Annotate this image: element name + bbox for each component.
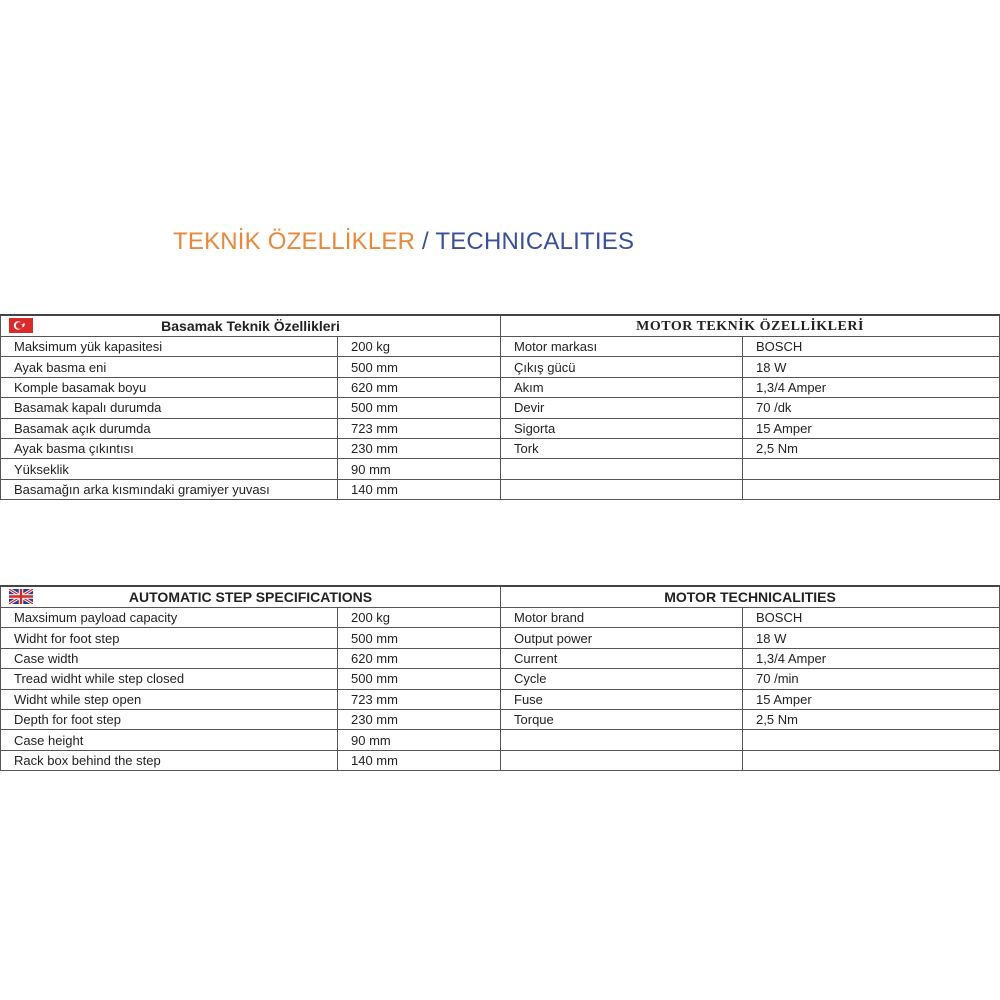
- english-motor-label-cell: Fuse: [501, 689, 743, 709]
- turkish-step-value-cell: 230 mm: [338, 438, 501, 458]
- turkish-step-label-cell: Komple basamak boyu: [1, 377, 338, 397]
- english-step-label-cell: Widht for foot step: [1, 628, 338, 648]
- turkish-step-value-cell: 200 kg: [338, 337, 501, 357]
- english-table-row: [1, 669, 1000, 689]
- english-step-value-cell: 500 mm: [338, 669, 501, 689]
- english-motor-value-cell: 2,5 Nm: [743, 709, 1000, 729]
- english-motor-label-cell: Current: [501, 648, 743, 668]
- english-motor-label-cell: Cycle: [501, 669, 743, 689]
- english-table-row: [1, 628, 1000, 648]
- english-table-row: [1, 648, 1000, 668]
- turkish-motor-value-cell: 15 Amper: [743, 418, 1000, 438]
- english-motor-value-cell: BOSCH: [743, 608, 1000, 628]
- turkish-step-label-cell: Yükseklik: [1, 459, 338, 479]
- turkish-table-row: [1, 459, 1000, 479]
- turkish-motor-value-cell: 18 W: [743, 357, 1000, 377]
- english-spec-table: [0, 585, 1000, 771]
- page-title-english: TECHNICALITIES: [435, 228, 635, 255]
- english-step-label-cell: Rack box behind the step: [1, 750, 338, 770]
- turkish-motor-label-cell: [501, 479, 743, 499]
- turkish-step-label-cell: Ayak basma çıkıntısı: [1, 438, 338, 458]
- english-step-header: [1, 586, 501, 608]
- turkish-motor-value-cell: 70 /dk: [743, 398, 1000, 418]
- english-table-row: [1, 730, 1000, 750]
- turkish-table-row: [1, 398, 1000, 418]
- turkish-step-value-cell: 500 mm: [338, 357, 501, 377]
- page-title: [173, 228, 634, 256]
- turkish-motor-value-cell: BOSCH: [743, 337, 1000, 357]
- turkish-table-row: [1, 418, 1000, 438]
- turkish-motor-value-cell: [743, 459, 1000, 479]
- english-step-value-cell: 723 mm: [338, 689, 501, 709]
- english-motor-value-cell: 15 Amper: [743, 689, 1000, 709]
- turkish-spec-table: [0, 314, 1000, 500]
- turkish-motor-value-cell: [743, 479, 1000, 499]
- page-title-turkish: TEKNİK ÖZELLİKLER: [173, 228, 416, 255]
- english-step-value-cell: 90 mm: [338, 730, 501, 750]
- english-motor-value-cell: 18 W: [743, 628, 1000, 648]
- turkish-motor-label-cell: Sigorta: [501, 418, 743, 438]
- turkish-motor-value-cell: 1,3/4 Amper: [743, 377, 1000, 397]
- english-motor-value-cell: 1,3/4 Amper: [743, 648, 1000, 668]
- english-motor-header: MOTOR TECHNICALITIES: [501, 586, 1000, 608]
- turkish-step-header-label: Basamak Teknik Özellikleri: [161, 317, 340, 334]
- uk-flag-icon: [9, 589, 33, 604]
- english-step-value-cell: 140 mm: [338, 750, 501, 770]
- turkish-motor-label-cell: Devir: [501, 398, 743, 418]
- english-motor-label-cell: [501, 730, 743, 750]
- turkish-table-row: [1, 357, 1000, 377]
- english-table-header-row: [1, 586, 1000, 608]
- english-table-row: [1, 608, 1000, 628]
- turkish-table-row: [1, 337, 1000, 357]
- turkish-step-value-cell: 140 mm: [338, 479, 501, 499]
- turkish-table-row: [1, 479, 1000, 499]
- english-motor-label-cell: Motor brand: [501, 608, 743, 628]
- english-step-label-cell: Tread widht while step closed: [1, 669, 338, 689]
- turkish-step-value-cell: 90 mm: [338, 459, 501, 479]
- english-step-value-cell: 620 mm: [338, 648, 501, 668]
- turkish-motor-label-cell: Motor markası: [501, 337, 743, 357]
- turkish-motor-label-cell: Tork: [501, 438, 743, 458]
- turkish-step-label-cell: Ayak basma eni: [1, 357, 338, 377]
- turkish-motor-label-cell: Çıkış gücü: [501, 357, 743, 377]
- page-title-separator: /: [422, 228, 429, 255]
- turkish-step-value-cell: 723 mm: [338, 418, 501, 438]
- english-step-value-cell: 230 mm: [338, 709, 501, 729]
- turkish-step-label-cell: Basamak kapalı durumda: [1, 398, 338, 418]
- english-motor-value-cell: [743, 730, 1000, 750]
- english-table-row: [1, 709, 1000, 729]
- turkish-step-value-cell: 620 mm: [338, 377, 501, 397]
- english-step-label-cell: Widht while step open: [1, 689, 338, 709]
- english-motor-label-cell: Torque: [501, 709, 743, 729]
- turkish-table-header-row: [1, 315, 1000, 337]
- turkish-step-label-cell: Basamağın arka kısmındaki gramiyer yuvası: [1, 479, 338, 499]
- turkish-step-label-cell: Basamak açık durumda: [1, 418, 338, 438]
- english-table-row: [1, 750, 1000, 770]
- turkish-motor-label-cell: Akım: [501, 377, 743, 397]
- turkish-step-header: [1, 315, 501, 337]
- english-step-value-cell: 200 kg: [338, 608, 501, 628]
- turkish-table-row: [1, 377, 1000, 397]
- turkish-motor-value-cell: 2,5 Nm: [743, 438, 1000, 458]
- turkish-table-row: [1, 438, 1000, 458]
- turkish-step-label-cell: Maksimum yük kapasitesi: [1, 337, 338, 357]
- turkish-motor-header: MOTOR TEKNİK ÖZELLİKLERİ: [501, 315, 1000, 337]
- english-step-label-cell: Maxsimum payload capacity: [1, 608, 338, 628]
- turkish-motor-label-cell: [501, 459, 743, 479]
- turkey-flag-icon: [9, 318, 33, 333]
- english-motor-value-cell: [743, 750, 1000, 770]
- english-step-label-cell: Depth for foot step: [1, 709, 338, 729]
- english-step-header-label: AUTOMATIC STEP SPECIFICATIONS: [128, 588, 373, 605]
- english-step-label-cell: Case height: [1, 730, 338, 750]
- english-motor-value-cell: 70 /min: [743, 669, 1000, 689]
- english-step-value-cell: 500 mm: [338, 628, 501, 648]
- english-motor-label-cell: [501, 750, 743, 770]
- english-step-label-cell: Case width: [1, 648, 338, 668]
- english-motor-label-cell: Output power: [501, 628, 743, 648]
- turkish-step-value-cell: 500 mm: [338, 398, 501, 418]
- english-table-row: [1, 689, 1000, 709]
